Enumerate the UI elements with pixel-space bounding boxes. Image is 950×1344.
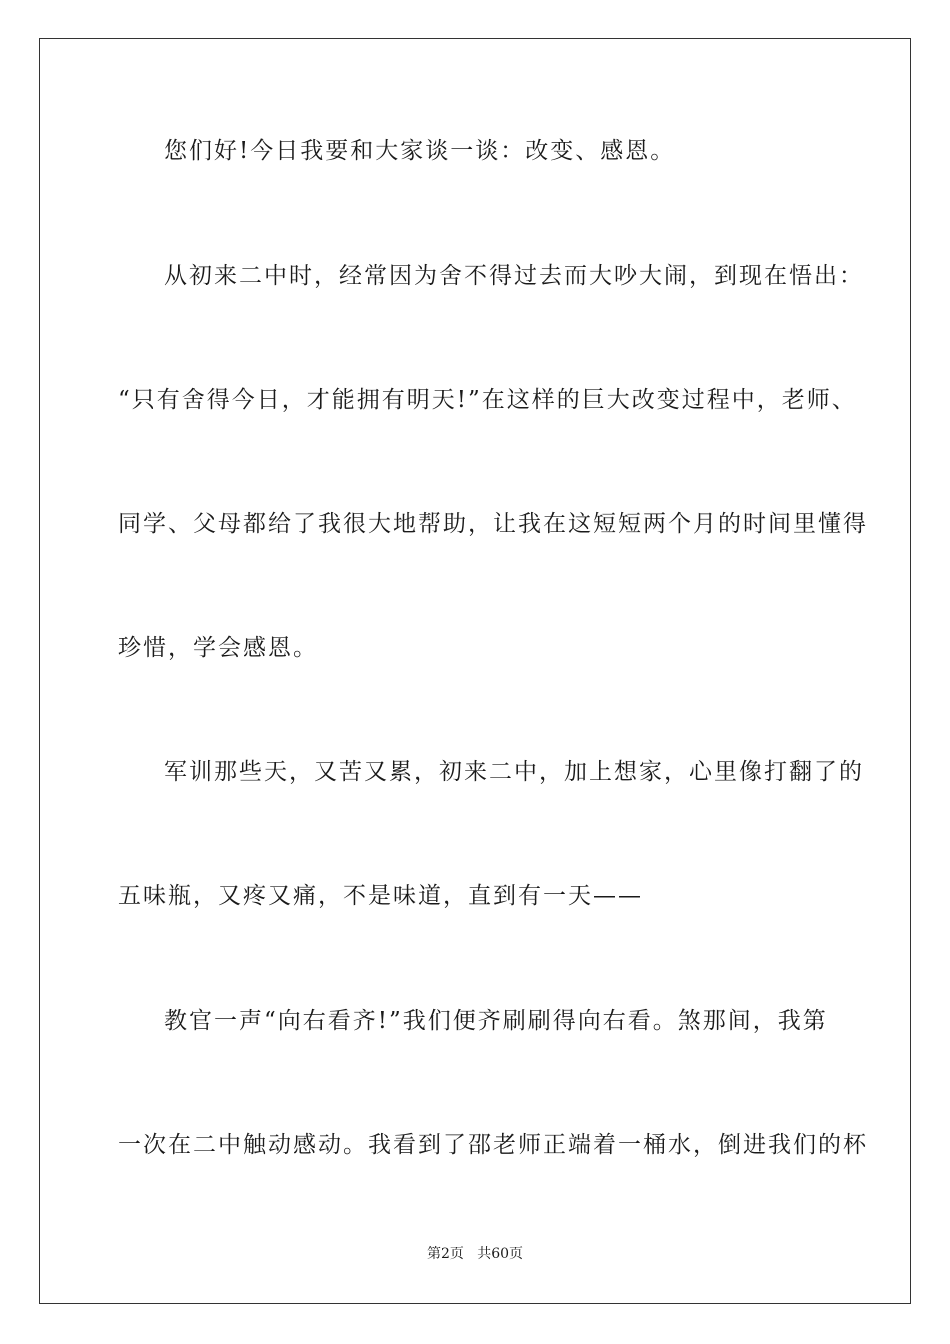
paragraph-line: “只有舍得今日，才能拥有明天!”在这样的巨大改变过程中，老师、	[118, 387, 857, 413]
paragraph-line: 一次在二中触动感动。我看到了邵老师正端着一桶水，倒进我们的杯	[118, 1132, 868, 1158]
paragraph-line: 珍惜，学会感恩。	[118, 635, 318, 661]
paragraph-line: 军训那些天，又苦又累，初来二中，加上想家，心里像打翻了的	[164, 759, 864, 785]
paragraph-line: 同学、父母都给了我很大地帮助，让我在这短短两个月的时间里懂得	[118, 511, 868, 537]
paragraph-line: 从初来二中时，经常因为舍不得过去而大吵大闹，到现在悟出：	[164, 263, 864, 289]
paragraph-line: 教官一声“向右看齐!”我们便齐刷刷得向右看。煞那间，我第	[164, 1008, 828, 1034]
paragraph-line: 您们好!今日我要和大家谈一谈：改变、感恩。	[164, 138, 676, 164]
paragraph-line: 五味瓶，又疼又痛，不是味道，直到有一天——	[118, 883, 643, 909]
page-border	[39, 38, 911, 1304]
page-number-footer: 第2页 共60页	[426, 1246, 524, 1262]
